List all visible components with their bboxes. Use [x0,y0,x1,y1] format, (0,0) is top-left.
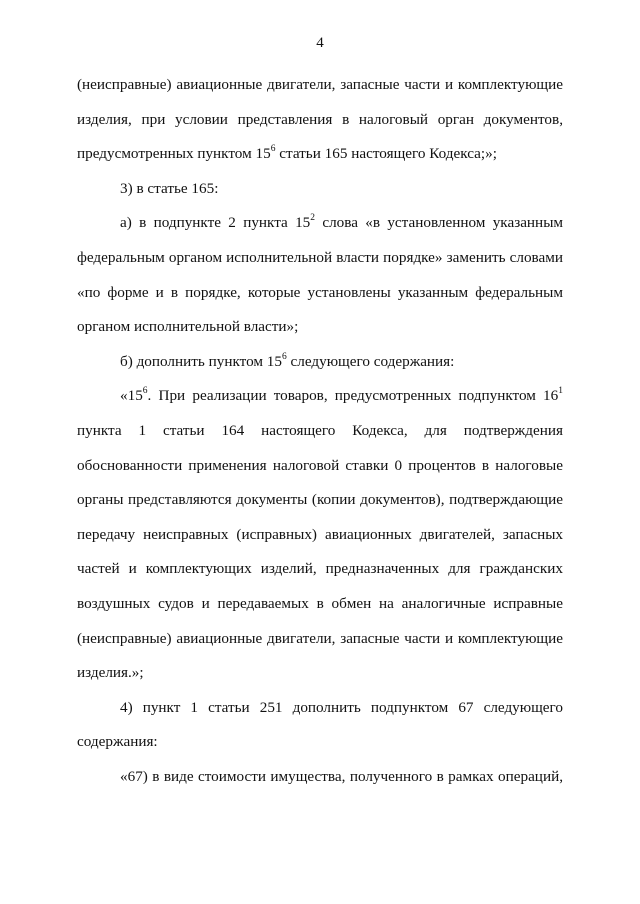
paragraph-line: 4) пункт 1 статьи 251 дополнить подпунктом 67 следующего [120,698,563,716]
paragraph-line [77,345,563,380]
text-run: «15 [120,387,143,405]
superscript: 6 [281,351,287,362]
paragraph-line: органы представляются документы (копии документов), подтверждающие [77,491,563,509]
paragraph-line: «67) в виде стоимости имущества, полученного в рамках операций, [120,767,563,785]
paragraph-line: пункта 1 статьи 164 настоящего Кодекса, для подтверждения [77,421,563,439]
text-run: предусмотренных пунктом 15 [77,145,271,163]
paragraph-line: (неисправные) авиационные двигатели, запасные части и комплектующие [77,629,563,647]
paragraph-line [77,206,563,241]
paragraph-line: органом исполнительной власти»; [77,318,299,336]
paragraph-line [77,137,563,172]
paragraph-line: «по форме и в порядке, которые установлены указанным федеральным [77,283,563,301]
paragraph-line: изделия, при условии представления в налоговый орган документов, [77,110,563,128]
paragraph-line: содержания: [77,733,158,751]
paragraph-line: изделия.»; [77,664,144,682]
paragraph-line: обоснованности применения налоговой ставки 0 процентов в налоговые [77,456,563,474]
paragraph-line: (неисправные) авиационные двигатели, запасные части и комплектующие [77,76,563,93]
text-run: статьи 165 настоящего Кодекса;»; [275,145,497,163]
text-run: слова «в установленном указанным [315,214,564,232]
paragraph-line: частей и комплектующих изделий, предназначенных для гражданских [77,560,563,578]
text-run: следующего содержания: [286,352,455,370]
text-run: а) в подпункте 2 пункта 15 [120,214,311,232]
paragraph-line: 3) в статье 165: [120,179,219,197]
superscript: 1 [558,386,563,397]
paragraph-line: передачу неисправных (исправных) авиационных двигателей, запасных [77,525,563,543]
superscript: 6 [142,386,148,397]
text-run: б) дополнить пунктом 15 [120,352,282,370]
superscript: 6 [270,144,276,155]
paragraph-line [77,379,563,414]
page-number: 4 [316,35,324,51]
text-run: . При реализации товаров, предусмотренных подпунктом 16 [147,387,559,405]
document-body [77,68,563,794]
paragraph-line: федеральным органом исполнительной власти порядке» заменить словами [77,248,563,266]
superscript: 2 [310,213,316,224]
paragraph-line: воздушных судов и передаваемых в обмен на аналогичные исправные [77,594,563,612]
